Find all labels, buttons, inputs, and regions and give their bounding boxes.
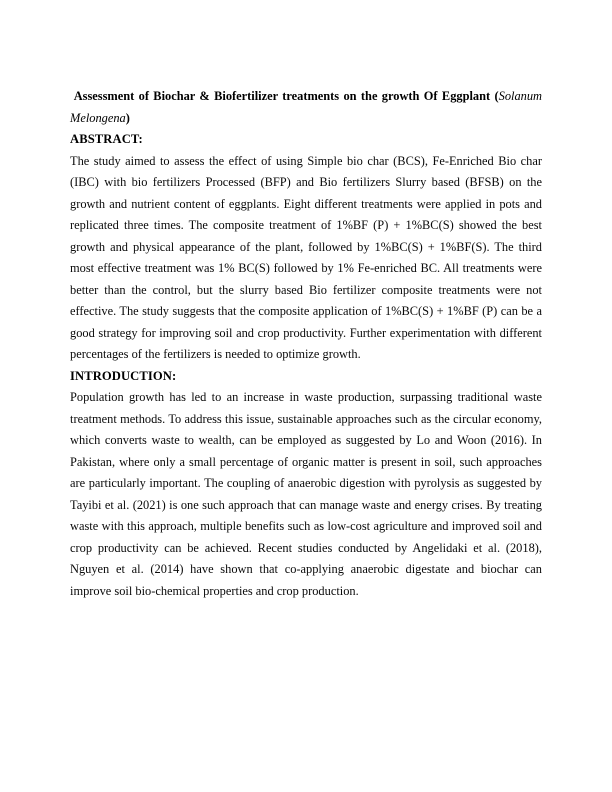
- page-content: [70, 86, 542, 602]
- abstract-paragraph: The study aimed to assess the effect of using Simple bio char (BCS), Fe-Enriched Bio char (IBC) with bio fertilizers Processed (BFP) and Bio fertilizers Slurry based (BFSB) on the growth and nutrient content of eggplants. Eight different treatments were applied in pots and replicated three times. The composite treatment of 1%BF (P) + 1%BC(S) showed the best growth and physical appearance of the plant, followed by 1%BC(S) + 1%BF(S). The third most effective treatment was 1% BC(S) followed by 1% Fe-enriched BC. All treatments were better than the control, but the slurry based Bio fertilizer composite treatments were not effective. The study suggests that the composite application of 1%BC(S) + 1%BF (P) can be a good strategy for improving soil and crop productivity. Further experimentation with different percentages of the fertilizers is needed to optimize growth.: [70, 153, 542, 361]
- title-species-italic: Solanum Melongena: [70, 89, 542, 125]
- introduction-heading: INTRODUCTION:: [70, 368, 177, 383]
- title-closing-paren: ): [125, 110, 130, 125]
- paper-title: [70, 86, 542, 129]
- abstract-heading: ABSTRACT:: [70, 132, 143, 146]
- introduction-paragraph: Population growth has led to an increase in waste production, surpassing traditional waste treatment methods. To address this issue, sustainable approaches such as the circular economy, which converts waste to wealth, can be employed as suggested by Lo and Woon (2016). In Pakistan, where only a small percentage of organic matter is present in soil, such approaches are particularly important. The coupling of anaerobic digestion with pyrolysis as suggested by Tayibi et al. (2021) is one such approach that can manage waste and energy crises. By treating waste with this approach, multiple benefits such as low-cost agriculture and improved soil and crop productivity can be achieved. Recent studies conducted by Angelidaki et al. (2018), Nguyen et al. (2014) have shown that co-applying anaerobic digestate and biochar can improve soil bio-chemical properties and crop production.: [70, 390, 542, 598]
- title-main-text: Assessment of Biochar & Biofertilizer treatments on the growth Of Eggplant (: [73, 89, 499, 103]
